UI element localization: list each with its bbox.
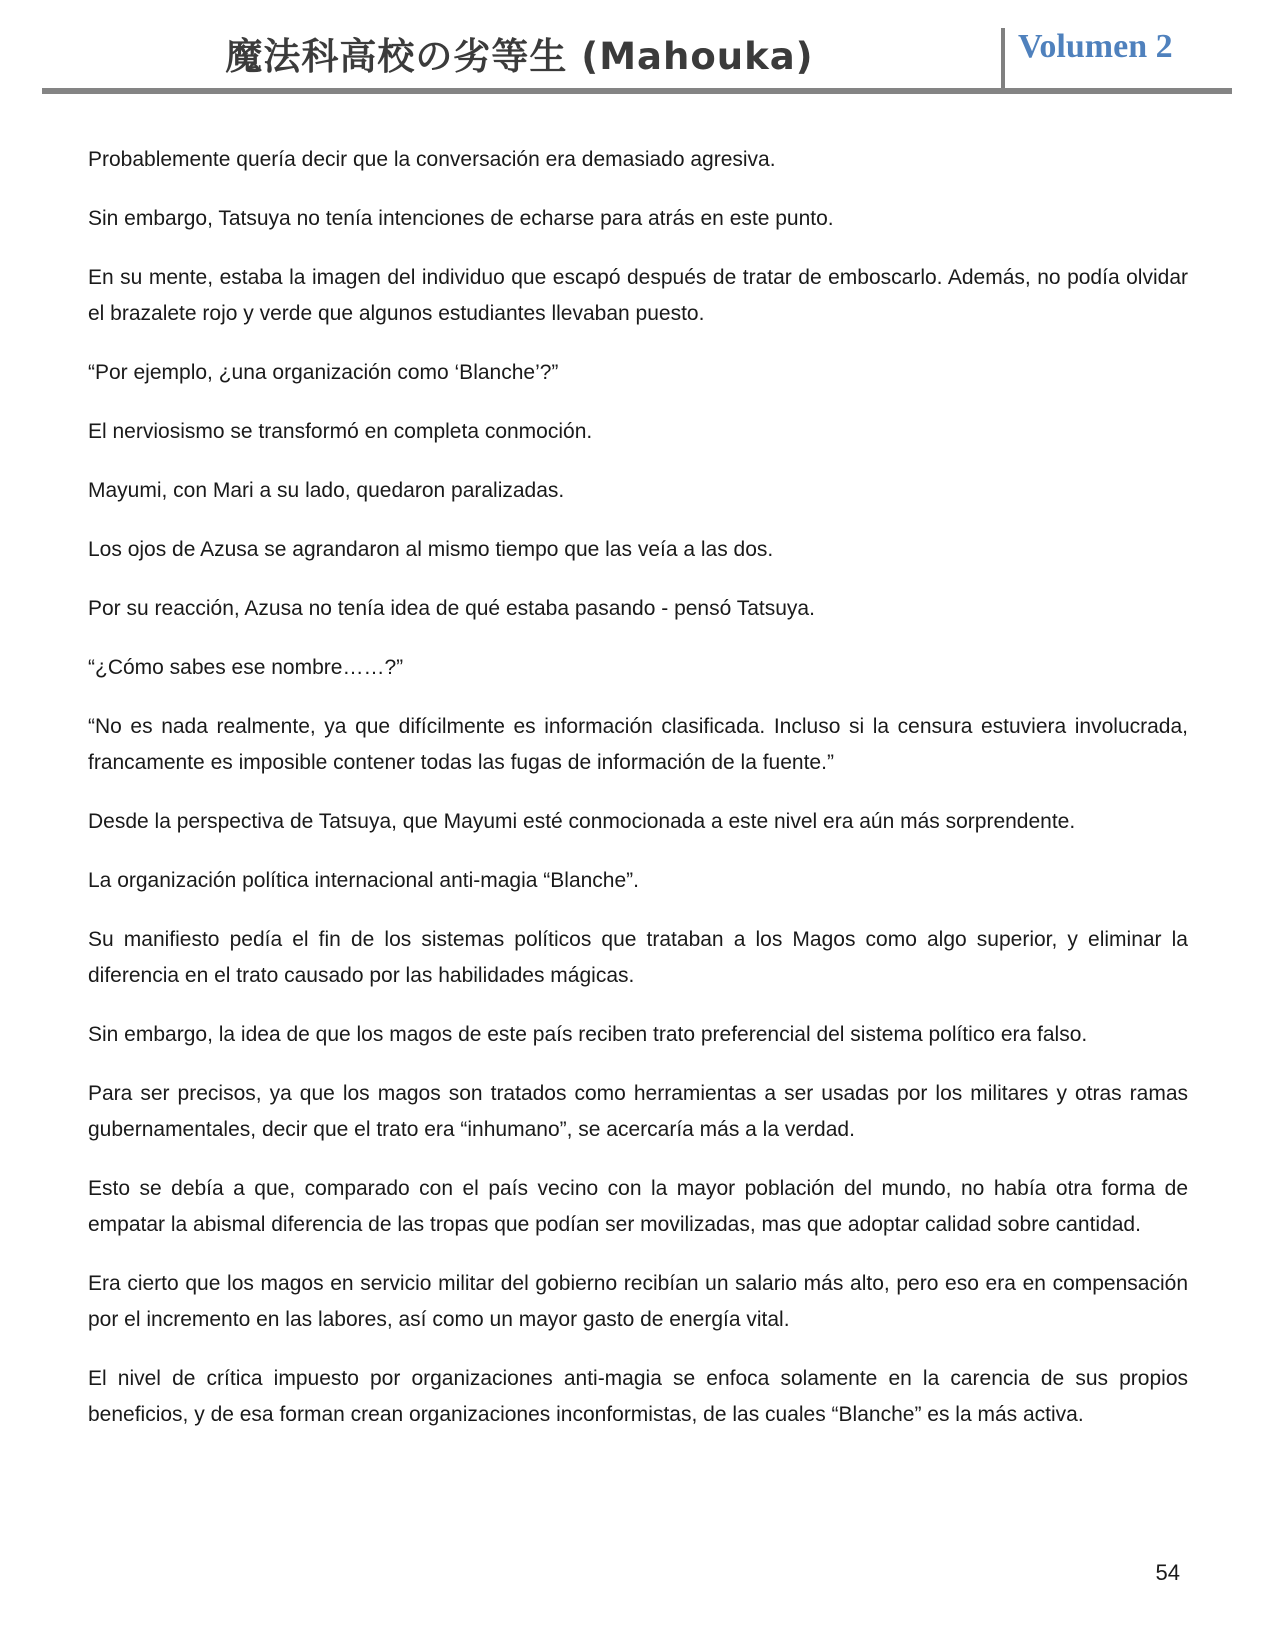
paragraph: La organización política internacional anti-magia “Blanche”. <box>88 869 639 892</box>
paragraph: El nerviosismo se transformó en completa conmoción. <box>88 420 593 443</box>
page-body <box>88 142 1188 1456</box>
paragraph: “Por ejemplo, ¿una organización como ‘Blanche’?” <box>88 361 559 384</box>
paragraph: Probablemente quería decir que la conversación era demasiado agresiva. <box>88 148 776 171</box>
paragraph: Era cierto que los magos en servicio militar del gobierno recibían un salario más alto, pero eso era en compensación por el incremento en las labores, así como un mayor gasto de energía vital. <box>88 1272 1188 1331</box>
document-title: 魔法科高校の劣等生 (Mahouka) <box>225 35 814 78</box>
page-number: 54 <box>1155 1560 1180 1585</box>
paragraph: “¿Cómo sabes ese nombre……?” <box>88 656 404 679</box>
paragraph: Para ser precisos, ya que los magos son tratados como herramientas a ser usadas por los militares y otras ramas gubernamentales, decir que el trato era “inhumano”, se acercaría más a la verdad. <box>88 1082 1188 1141</box>
paragraph: Su manifiesto pedía el fin de los sistemas políticos que trataban a los Magos como algo superior, y eliminar la diferencia en el trato causado por las habilidades mágicas. <box>88 928 1188 987</box>
volume-label: Volumen 2 <box>1018 28 1173 65</box>
paragraph: Por su reacción, Azusa no tenía idea de qué estaba pasando - pensó Tatsuya. <box>88 597 815 620</box>
paragraph: Desde la perspectiva de Tatsuya, que Mayumi esté conmocionada a este nivel era aún más sorprendente. <box>88 810 1076 833</box>
paragraph: Sin embargo, la idea de que los magos de este país reciben trato preferencial del sistema político era falso. <box>88 1023 1088 1046</box>
paragraph: El nivel de crítica impuesto por organizaciones anti-magia se enfoca solamente en la carencia de sus propios beneficios, y de esa forman crean organizaciones inconformistas, de las cuales “Blanche” es la más activa. <box>88 1367 1188 1426</box>
paragraph: Sin embargo, Tatsuya no tenía intenciones de echarse para atrás en este punto. <box>88 207 834 230</box>
paragraph: Los ojos de Azusa se agrandaron al mismo tiempo que las veía a las dos. <box>88 538 774 561</box>
header-divider <box>1001 28 1005 94</box>
paragraph: Esto se debía a que, comparado con el país vecino con la mayor población del mundo, no había otra forma de empatar la abismal diferencia de las tropas que podían ser movilizadas, mas que adoptar calidad sobre cantidad. <box>88 1177 1188 1236</box>
paragraph: “No es nada realmente, ya que difícilmente es información clasificada. Incluso si la censura estuviera involucrada, francamente es imposible contener todas las fugas de información de la fuente.” <box>88 715 1188 774</box>
paragraph: Mayumi, con Mari a su lado, quedaron paralizadas. <box>88 479 565 502</box>
paragraph: En su mente, estaba la imagen del individuo que escapó después de tratar de emboscarlo. Además, no podía olvidar el brazalete rojo y verde que algunos estudiantes llevaban puesto. <box>88 266 1188 325</box>
header-rule <box>42 88 1232 94</box>
